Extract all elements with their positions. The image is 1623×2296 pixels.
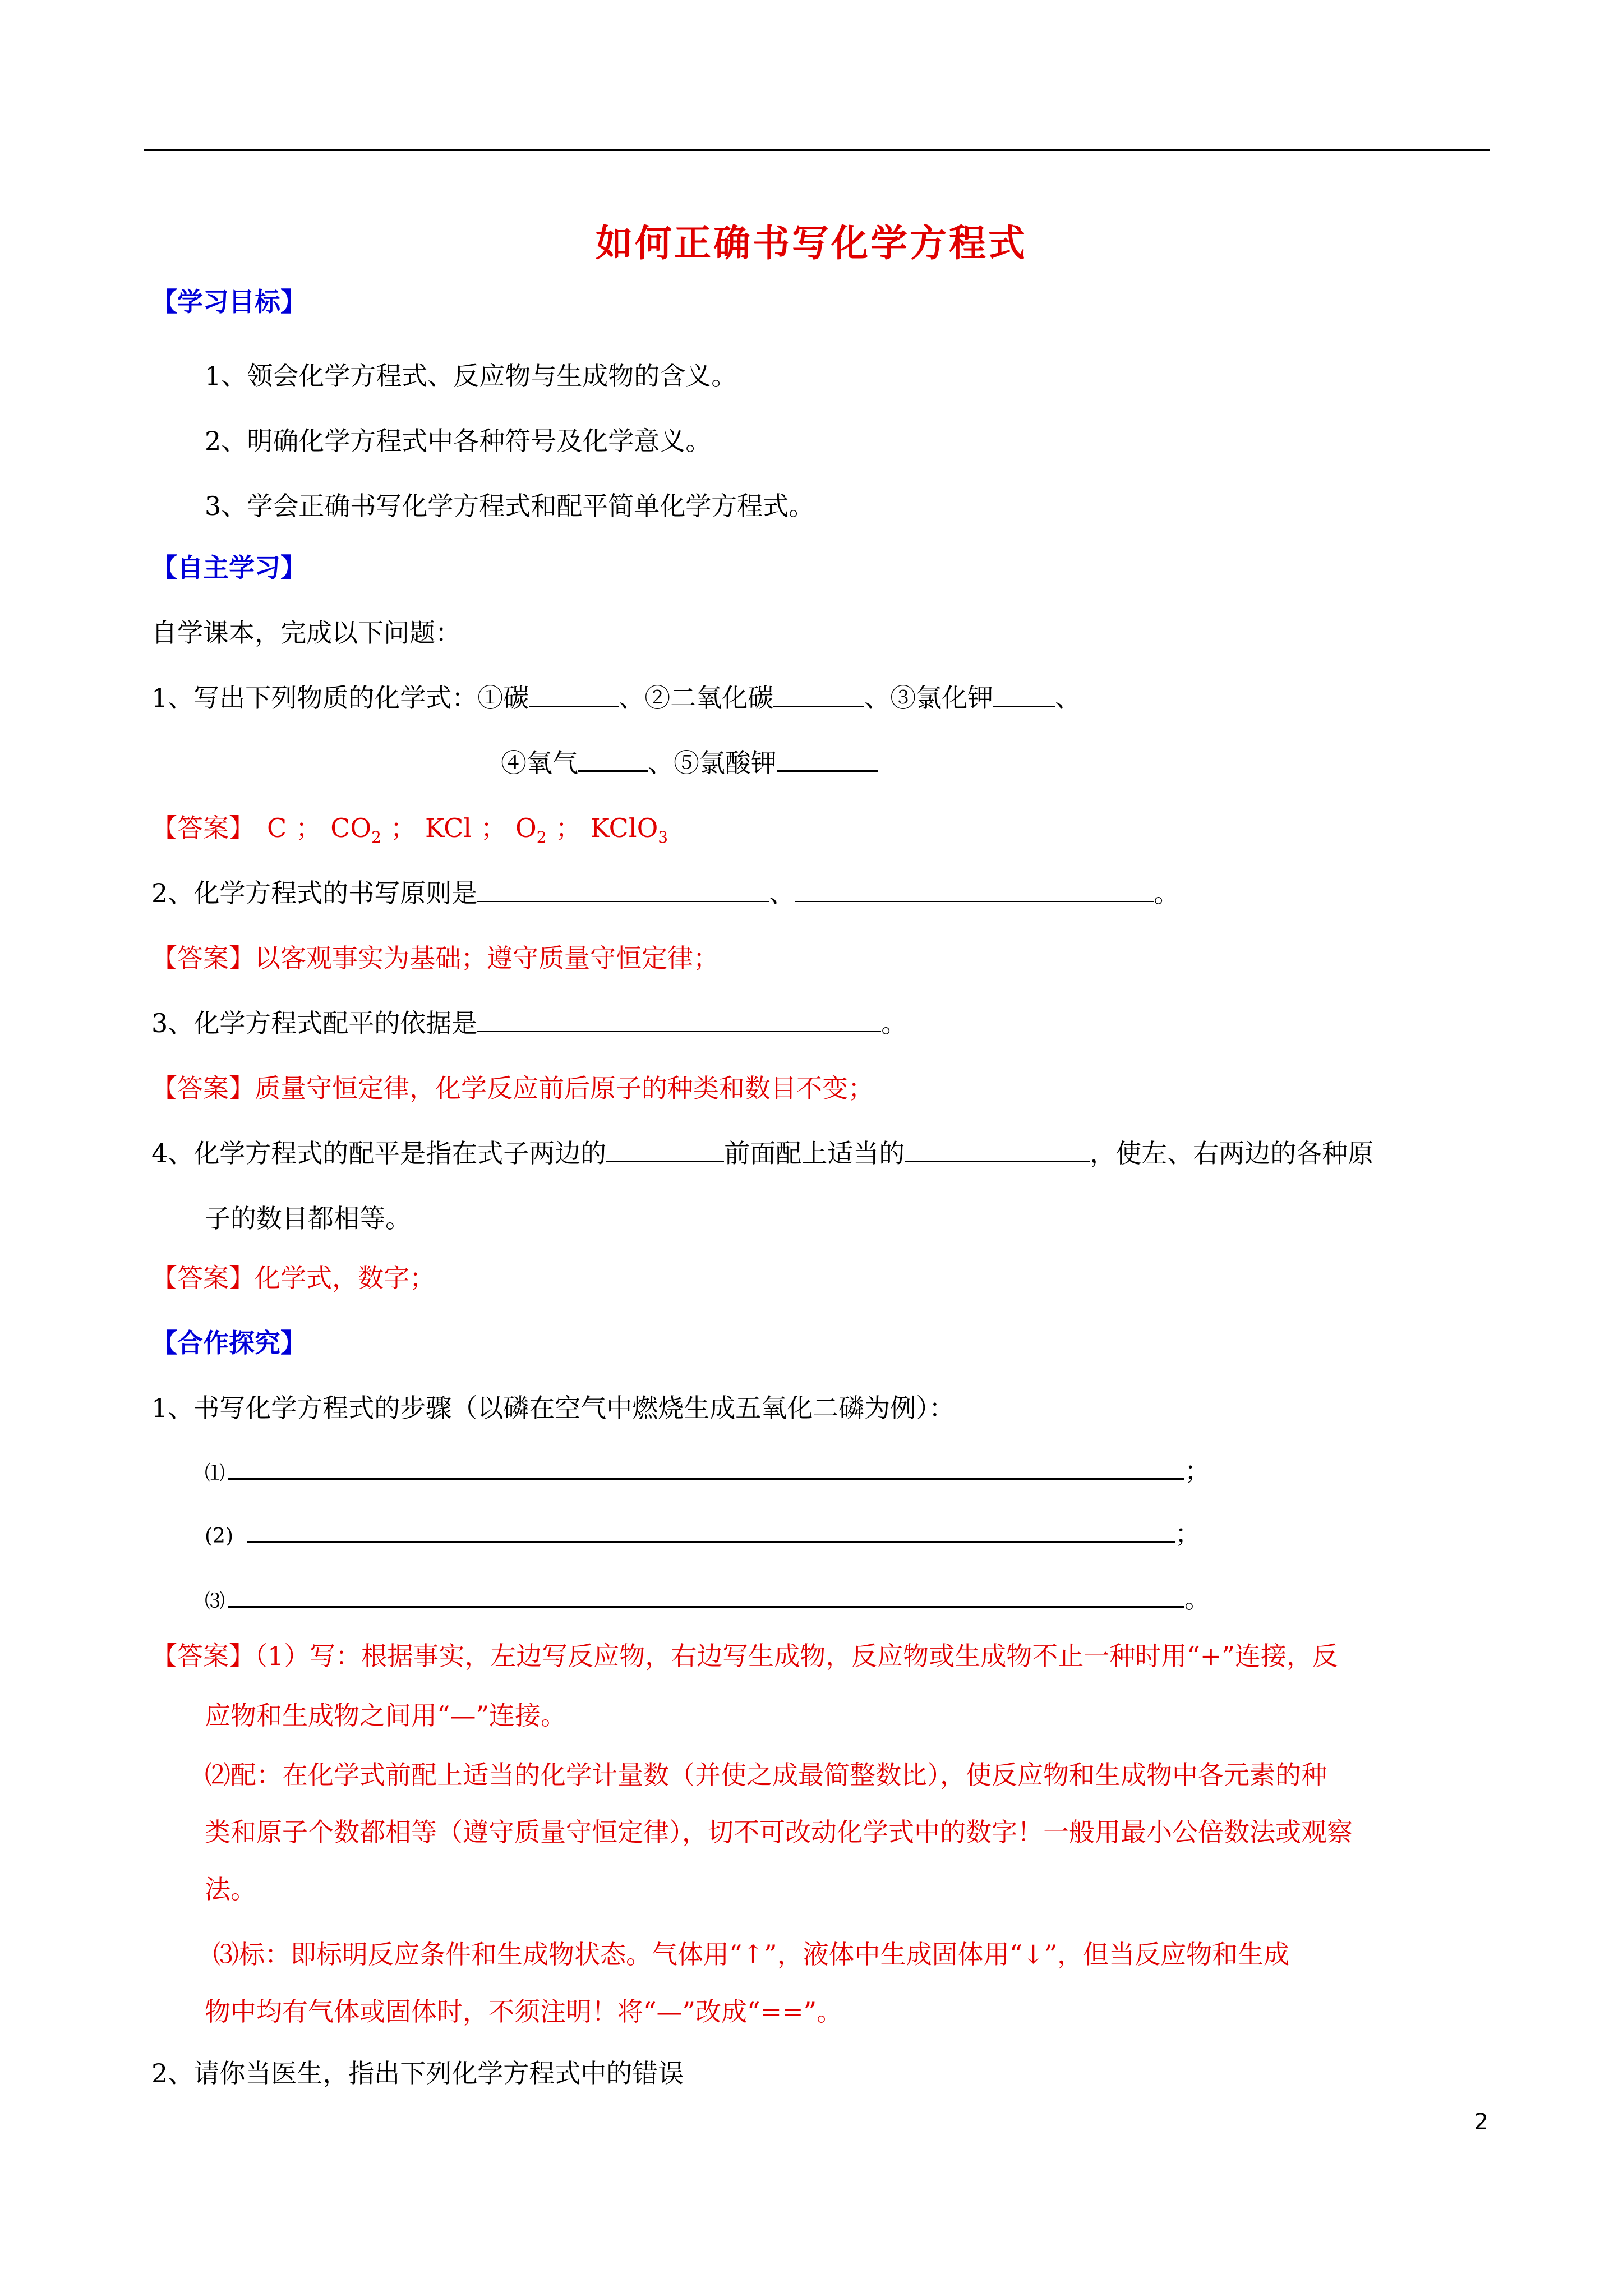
step-line — [205, 1582, 1210, 1618]
answer-label: 【答案】 — [151, 813, 255, 843]
answer-2 — [151, 941, 719, 975]
page-title: 如何正确书写化学方程式 — [596, 222, 1027, 265]
q1-part4: 、 — [1055, 683, 1081, 713]
answer-blank[interactable] — [477, 1009, 881, 1032]
step-blank[interactable] — [247, 1521, 1175, 1543]
answer-text: 化学式，数字； — [255, 1263, 435, 1293]
separator: ； — [390, 813, 416, 843]
step-line — [205, 1454, 1210, 1490]
coop-answer-line: ⑵配：在化学式前配上适当的化学计量数（并使之成最简整数比），使反应物和生成物中各元素的种 — [205, 1760, 1327, 1790]
formula-kcl: KCl — [425, 813, 472, 843]
answer-text: （1）写：根据事实，左边写反应物，右边写生成物，反应物或生成物不止一种时用“+”连接，反 — [255, 1641, 1338, 1671]
coop-answer-line: 应物和生成物之间用“—”连接。 — [205, 1700, 567, 1731]
step-line — [205, 1517, 1201, 1553]
q1-part6: 、⑤氯酸钾 — [648, 748, 777, 778]
q1-prefix: 1、写出下列物质的化学式：①碳 — [151, 683, 529, 713]
step-blank[interactable] — [228, 1586, 1184, 1608]
self-study-intro: 自学课本，完成以下问题： — [151, 618, 461, 648]
step-label: ⑶ — [205, 1590, 225, 1613]
page-number: 2 — [1474, 2109, 1488, 2135]
formula-o2: $O_2$ — [515, 813, 547, 847]
answer-1 — [151, 811, 668, 854]
answer-blank[interactable] — [477, 878, 769, 902]
formula-kclo3: KClO$_3$ — [590, 813, 668, 847]
objectives-heading: 【学习目标】 — [151, 287, 306, 317]
question-4 — [151, 1137, 1373, 1170]
header-rule — [144, 149, 1490, 151]
q4-part3: ，使左、右两边的各种原 — [1090, 1138, 1374, 1168]
answer-blank[interactable] — [578, 747, 648, 772]
coop-answer-line: 类和原子个数都相等（遵守质量守恒定律），切不可改动化学式中的数字！一般用最小公倍数法或观察 — [205, 1817, 1353, 1847]
answer-label: 【答案】 — [151, 1641, 255, 1671]
q1-part3: 、③氯化钾 — [864, 683, 994, 713]
answer-blank[interactable] — [777, 747, 878, 772]
objective-item: 3、学会正确书写化学方程式和配平简单化学方程式。 — [205, 491, 815, 521]
objective-item: 1、领会化学方程式、反应物与生成物的含义。 — [205, 361, 737, 391]
separator: ； — [555, 813, 582, 843]
answer-blank[interactable] — [606, 1139, 724, 1162]
step-end: ； — [1184, 1456, 1211, 1486]
step-blank[interactable] — [228, 1458, 1184, 1480]
answer-label: 【答案】 — [151, 1263, 255, 1293]
question-1-line2 — [501, 746, 878, 780]
coop-heading: 【合作探究】 — [151, 1328, 306, 1358]
answer-label: 【答案】 — [151, 943, 255, 973]
q2-end: 。 — [1154, 878, 1180, 908]
q1-part2: 、②二氧化碳 — [619, 683, 774, 713]
formula-carbon: C — [267, 813, 287, 843]
answer-4 — [151, 1261, 435, 1295]
q2-prefix: 2、化学方程式的书写原则是 — [151, 878, 478, 908]
question-3 — [151, 1006, 907, 1040]
step-label: (2) — [205, 1525, 233, 1548]
coop-answer-line: ⑶标：即标明反应条件和生成物状态。气体用“↑”，液体中生成固体用“↓”，但当反应物和生成 — [213, 1939, 1290, 1970]
answer-text: 以客观事实为基础；遵守质量守恒定律； — [255, 943, 719, 973]
question-4-line2: 子的数目都相等。 — [205, 1203, 411, 1234]
answer-3 — [151, 1071, 874, 1105]
objective-item: 2、明确化学方程式中各种符号及化学意义。 — [205, 426, 712, 456]
coop-question-2: 2、请你当医生，指出下列化学方程式中的错误 — [151, 2058, 684, 2088]
question-1 — [151, 681, 1081, 715]
answer-blank[interactable] — [795, 878, 1154, 902]
step-label: ⑴ — [205, 1462, 225, 1485]
formula-co2: $CO_2$ — [330, 813, 381, 847]
answer-blank[interactable] — [529, 683, 619, 707]
coop-answer-line — [151, 1639, 1338, 1673]
separator: ； — [481, 813, 506, 843]
separator: ； — [296, 813, 322, 843]
q1-part5: ④氧气 — [501, 748, 578, 778]
answer-blank[interactable] — [773, 683, 864, 707]
answer-blank[interactable] — [993, 683, 1055, 707]
self-study-heading: 【自主学习】 — [151, 553, 306, 583]
q3-end: 。 — [881, 1008, 907, 1038]
coop-question-1: 1、书写化学方程式的步骤（以磷在空气中燃烧生成五氧化二磷为例）： — [151, 1393, 955, 1423]
question-2 — [151, 876, 1179, 910]
q2-mid: 、 — [769, 878, 795, 908]
answer-text: 质量守恒定律，化学反应前后原子的种类和数目不变； — [255, 1073, 874, 1103]
coop-answer-line: 法。 — [205, 1874, 256, 1904]
answer-blank[interactable] — [905, 1139, 1090, 1162]
step-end: ； — [1175, 1519, 1201, 1549]
coop-answer-line: 物中均有气体或固体时，不须注明！将“—”改成“==”。 — [205, 1996, 843, 2027]
step-end: 。 — [1184, 1584, 1211, 1614]
q4-part1: 4、化学方程式的配平是指在式子两边的 — [151, 1138, 607, 1168]
q4-part2: 前面配上适当的 — [724, 1138, 905, 1168]
answer-label: 【答案】 — [151, 1073, 255, 1103]
q3-prefix: 3、化学方程式配平的依据是 — [151, 1008, 478, 1038]
